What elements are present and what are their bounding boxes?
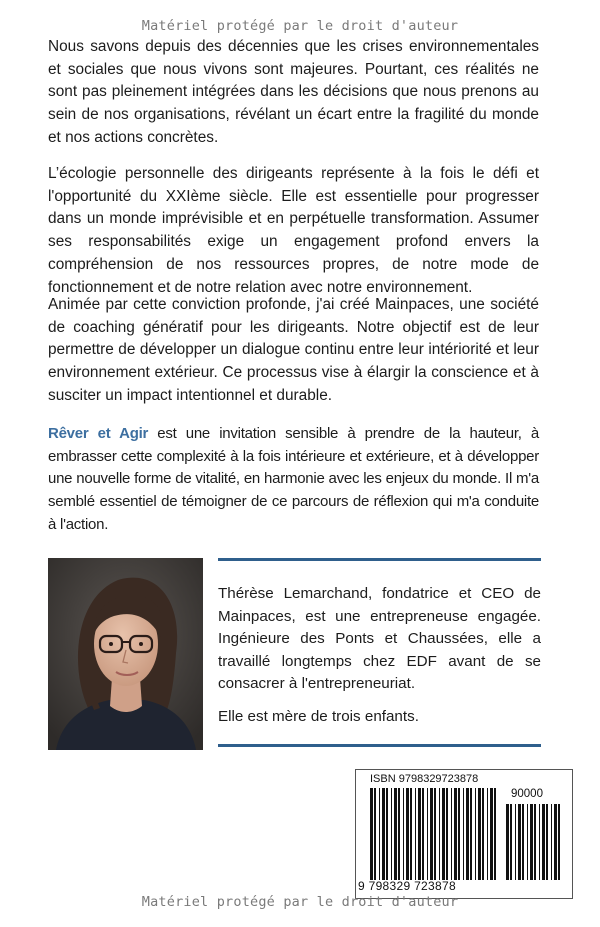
barcode-bar [382,788,385,880]
barcode-bar [398,788,400,880]
divider-bottom [218,744,541,747]
barcode-bar [434,788,436,880]
price-code: 90000 [511,788,543,800]
barcode-bar [410,788,412,880]
book-title: Rêver et Agir [48,425,149,442]
barcode-bar [415,788,416,880]
intro-paragraph: Nous savons depuis des décennies que les crises environnementales et sociales que nous vivons sont majeures. Pourtant, ces réalités ne sont pas pleinement intégrées dans les décisions que nous prenons au sein de nos organisations, révélant un écart entre la fragilité du monde et nos actions concrètes. [48,38,539,146]
barcode-bar [386,788,388,880]
addon-bar [527,804,528,880]
addon-bar [518,804,521,880]
barcode-bar [466,788,469,880]
barcode-bar [454,788,457,880]
barcode-bar [478,788,481,880]
addon-bar [522,804,524,880]
ecology-paragraph: L’écologie personnelle des dirigeants représente à la fois le défi et l'opportunité du XXIème siècle. Elle est essentielle pour progresser dans un monde imprévisible et en perpétuelle transformation. Assumer ses responsabilités exige un engagement profond envers la compréhension de nos ressources propres, de notre mode de fonctionnement et de notre relation avec notre environnement. [48,165,539,296]
barcode-bar [403,788,404,880]
barcode-bar [487,788,488,880]
book-pitch-paragraph [48,423,539,537]
addon-bar [551,804,552,880]
addon-bar [530,804,533,880]
divider-top [218,558,541,561]
barcode-bar [394,788,397,880]
isbn-barcode-box [355,769,573,899]
copyright-watermark-bottom: Matériel protégé par le droit d'auteur [141,894,459,910]
barcode-bar [451,788,452,880]
barcode-digits: 9 798329 723878 [358,879,456,893]
isbn-label: ISBN 9798329723878 [370,773,479,785]
addon-bar [542,804,545,880]
barcode-bar [442,788,445,880]
barcode-bar [494,788,496,880]
mainpaces-paragraph: Animée par cette conviction profonde, j'ai créé Mainpaces, une société de coaching génératif pour les dirigeants. Notre objectif est de leur permettre de développer un dialogue continu entre leur intériorité et leur environnement extérieur. Ce processus vise à élargir la conscience et à susciter un impact intentionnel et durable. [48,296,539,404]
barcode-bar [458,788,460,880]
barcode-bar [439,788,440,880]
addon-bar [506,804,509,880]
barcode-bar [427,788,428,880]
addon-bar [558,804,560,880]
barcode-bar [370,788,373,880]
barcode-bar [475,788,476,880]
author-photo [48,558,203,750]
barcode-bar [422,788,424,880]
barcode-bar [482,788,484,880]
barcode-bar [379,788,380,880]
author-family: Elle est mère de trois enfants. [218,708,419,725]
barcode-bar [374,788,376,880]
book-pitch-text: est une invitation sensible à prendre de la hauteur, à embrasser cette complexité à la fois intérieure et extérieure, et à développer une nouvelle forme de vitalité, en harmonie avec les enjeux du monde. Il m'a semblé essentiel de témoigner de ce parcours de réflexion qui m'a conduite à l'action. [48,425,539,533]
barcode-bar [470,788,472,880]
barcode-bar [418,788,421,880]
addon-bar [546,804,548,880]
barcode-bar [490,788,493,880]
addon-bar [539,804,540,880]
addon-bar [515,804,516,880]
author-bio: Thérèse Lemarchand, fondatrice et CEO de Mainpaces, est une entrepreneuse engagée. Ingénieure des Ponts et Chaussées, elle a travaillé longtemps chez EDF avant de se consacrer à l'entrepreneuriat. [218,585,541,693]
barcode-bar [446,788,448,880]
barcode-bar [463,788,464,880]
barcode-bar [406,788,409,880]
addon-bar [534,804,536,880]
copyright-watermark-top: Matériel protégé par le droit d'auteur [141,18,459,34]
addon-bar [510,804,512,880]
addon-bar [554,804,557,880]
barcode-bar [430,788,433,880]
barcode-bar [391,788,392,880]
